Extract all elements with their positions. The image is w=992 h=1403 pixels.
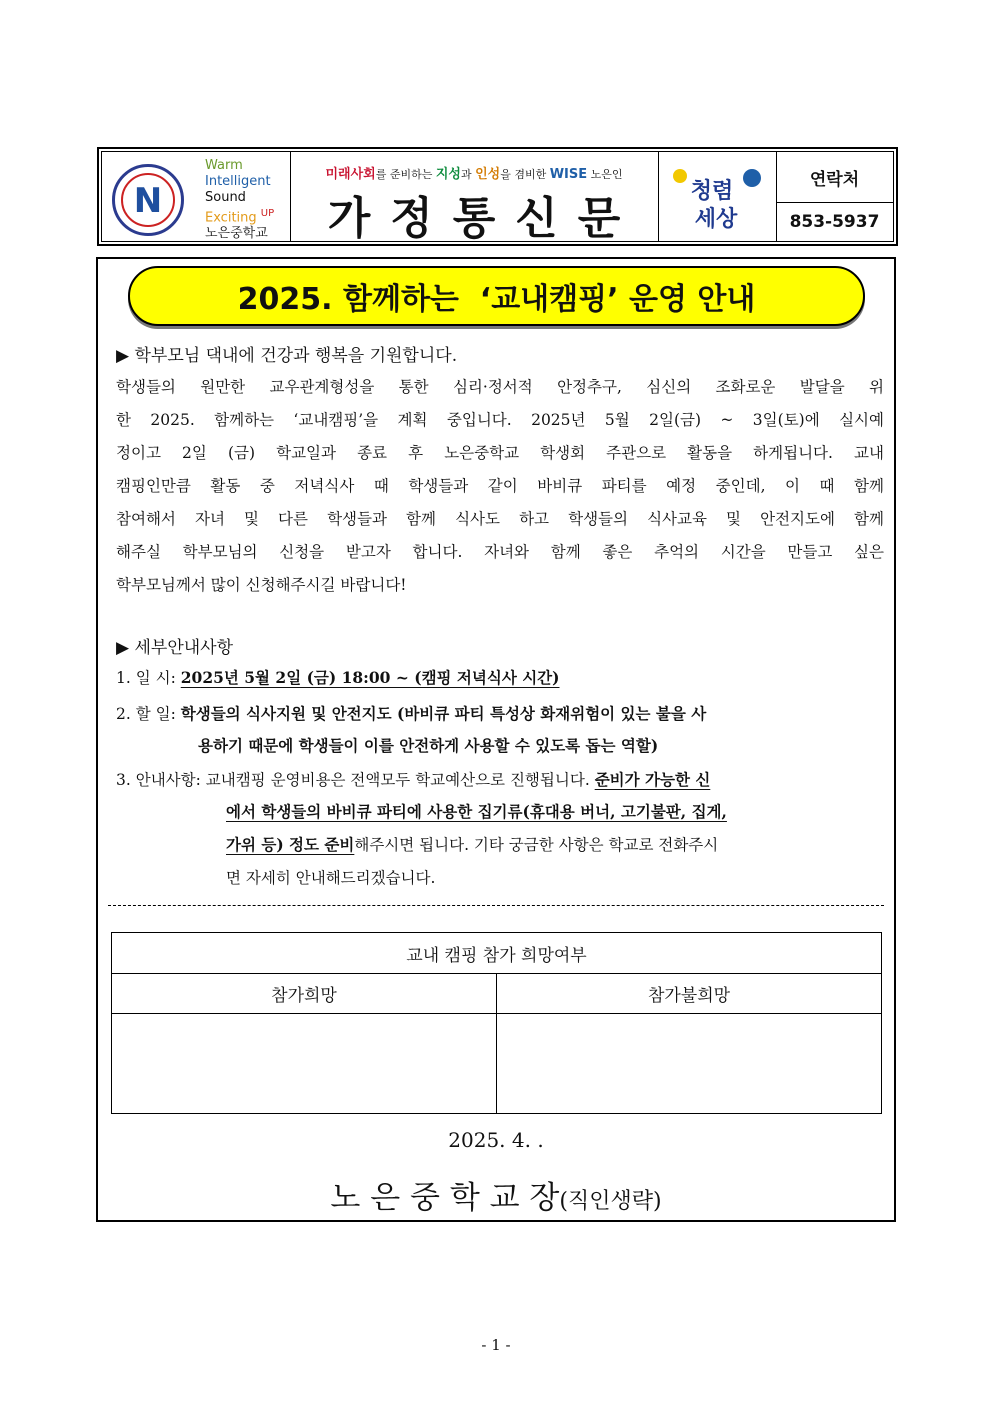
integrity-mark-icon	[668, 160, 764, 242]
svg-text:청렴: 청렴	[690, 178, 734, 204]
page-title: 가정통신문	[327, 193, 641, 244]
detail-item-notice-cont: 에서 학생들의 바비큐 파티에 사용한 집기류(휴대용 버너, 고기불판, 집게,	[226, 802, 727, 821]
contact-number: 853-5937	[789, 211, 880, 232]
detail-item-notice: 3. 안내사항: 교내캠핑 운영비용은 전액모두 학교예산으로 진행됩니다. 준비가 가능한 신	[116, 770, 711, 789]
notice-banner: 2025. 함께하는 ‘교내캠핑’ 운영 안내	[128, 266, 865, 326]
principal-signature: 노 은 중 학 교 장(직인생략)	[330, 1180, 662, 1216]
logo-cell	[102, 152, 291, 241]
intro-line: 캠핑인만큼 활동 중 저녁식사 때 학생들과 같이 바비큐 파티를 예정 중인데, 이 때 함께	[116, 477, 884, 495]
form-col-participate: 참가희망	[112, 973, 497, 1013]
form-cell-not-participate[interactable]	[497, 1013, 881, 1113]
details-heading: ▶ 세부안내사항	[116, 638, 234, 658]
title-cell	[290, 152, 659, 244]
school-slogan: 미래사회를 준비하는 지성과 인성을 겸비한 WISE 노은인	[325, 167, 623, 182]
issue-date: 2025. 4. .	[448, 1128, 544, 1152]
page-number: - 1 -	[481, 1336, 511, 1354]
intro-line: 학생들의 원만한 교우관계형성을 통한 심리·정서적 안정추구, 심신의 조화로운 발달을 위	[116, 378, 884, 396]
svg-text:세상: 세상	[694, 206, 738, 232]
detail-item-date: 1. 일 시: 2025년 5월 2일 (금) 18:00 ~ (캠핑 저녁식사 시간)	[116, 668, 560, 687]
form-title: 교내 캠핑 참가 희망여부	[112, 933, 881, 974]
school-name: 노은중학교	[205, 226, 268, 242]
greeting: ▶ 학부모님 댁내에 건강과 행복을 기원합니다.	[116, 346, 458, 366]
intro-line: 학부모님께서 많이 신청해주시길 바랍니다!	[116, 576, 407, 594]
cut-line	[108, 905, 884, 906]
detail-item-notice-cont: 면 자세히 안내해드리겠습니다.	[226, 869, 436, 887]
intro-line: 한 2025. 함께하는 ‘교내캠핑’을 계획 중입니다. 2025년 5월 2일(금) ~ 3일(토)에 실시예	[116, 411, 884, 429]
mark-cell	[658, 152, 777, 241]
contact-label: 연락처	[776, 152, 893, 203]
form-col-not-participate: 참가불희망	[647, 985, 731, 1006]
wise-motto: Warm Intelligent Sound Exciting $^{UP}$ 노은중학교	[205, 158, 275, 242]
detail-item-role: 2. 할 일: 학생들의 식사지원 및 안전지도 (바비큐 파티 특성상 화재위험이 있는 불을 사	[116, 704, 707, 723]
intro-line: 해주실 학부모님의 신청을 받고자 합니다. 자녀와 함께 좋은 추억의 시간을 만들고 싶은	[116, 543, 884, 561]
school-emblem-icon: N	[112, 164, 184, 236]
participation-form	[111, 932, 882, 1114]
form-cell-participate[interactable]	[112, 1013, 497, 1113]
contact-cell	[776, 152, 893, 241]
intro-line: 정이고 2일 (금) 학교일과 종료 후 노은중학교 학생회 주관으로 활동을 하게됩니다. 교내	[116, 444, 884, 462]
header-box	[97, 147, 898, 246]
detail-item-notice-cont: 가위 등) 정도 준비해주시면 됩니다. 기타 궁금한 사항은 학교로 전화주시	[226, 835, 719, 854]
detail-item-role-cont: 용하기 때문에 학생들이 이를 안전하게 사용할 수 있도록 돕는 역할)	[198, 736, 659, 755]
intro-line: 참여해서 자녀 및 다른 학생들과 함께 식사도 하고 학생들의 식사교육 및 안전지도에 함께	[116, 510, 884, 528]
